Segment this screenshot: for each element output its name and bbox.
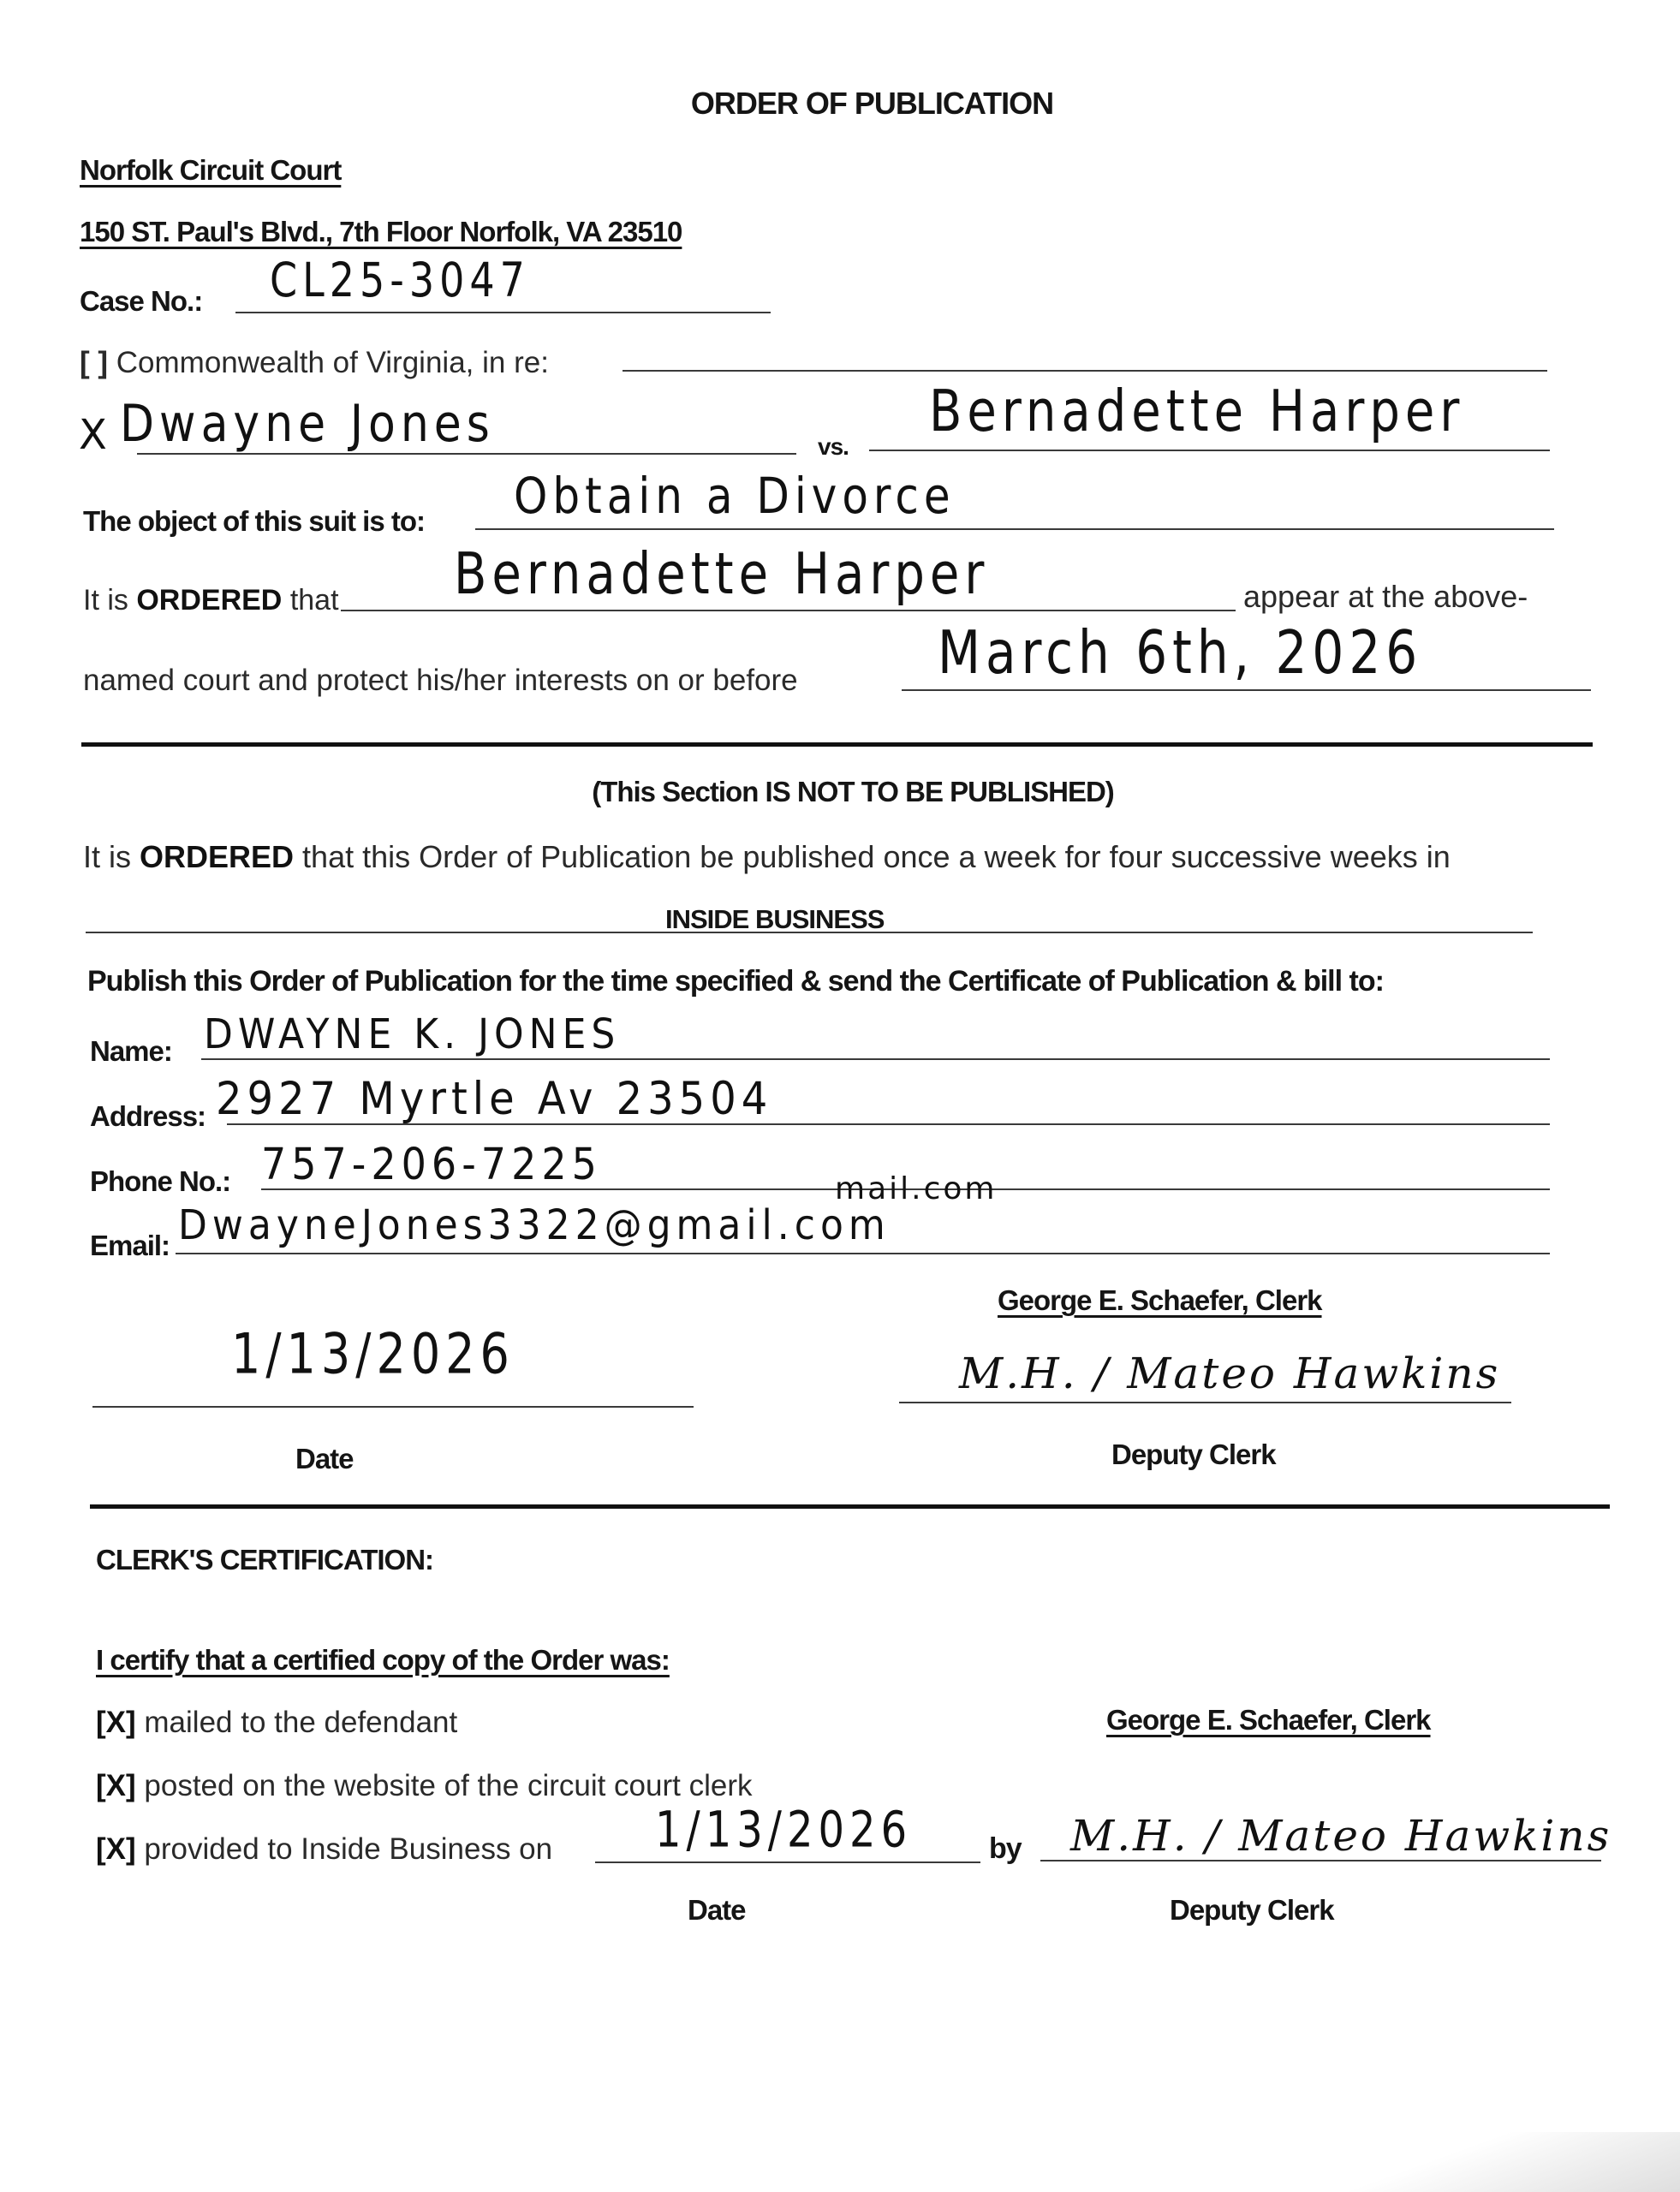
document-title-text: ORDER OF PUBLICATION (690, 86, 1054, 121)
provided-date-line (595, 1861, 980, 1863)
certification-statement: I certify that a certified copy of the Order was: (96, 1644, 670, 1676)
plaintiff-checkbox-mark[interactable]: X (79, 411, 112, 459)
billing-address-value[interactable]: 2927 Myrtle Av 23504 (216, 1072, 773, 1125)
billing-email-text: DwayneJones3322@gmail.com (178, 1200, 891, 1249)
by-label: by (989, 1832, 1022, 1865)
case-number-label: Case No.: (80, 285, 203, 317)
deadline-value[interactable]: March 6th, 2026 (938, 617, 1423, 688)
cert-checkbox-provided[interactable]: [X] (96, 1832, 136, 1866)
object-label: The object of this suit is to: (83, 505, 425, 537)
scan-shadow (1286, 2132, 1680, 2192)
cert-item-provided-label: provided to Inside Business on (144, 1832, 553, 1866)
ordered-party[interactable]: Bernadette Harper (454, 541, 990, 608)
cert-item-provided (96, 1832, 552, 1867)
billing-email-line (176, 1253, 1550, 1254)
section-divider-2 (90, 1504, 1610, 1509)
object-line (475, 528, 1554, 530)
court-address: 150 ST. Paul's Blvd., 7th Floor Norfolk, VA 23510 (80, 216, 682, 247)
vs-label: vs. (818, 433, 849, 460)
ordered-prefix (83, 584, 339, 617)
billing-email-label: Email: (90, 1230, 170, 1261)
ordered-prefix-text: It is (83, 584, 137, 616)
cert-item-mailed (96, 1706, 457, 1740)
ordered-tail: appear at the above- (1243, 579, 1528, 614)
ordered-bold: ORDERED (136, 584, 283, 616)
defendant-name[interactable]: Bernadette Harper (929, 378, 1465, 445)
deputy-signature-2[interactable]: M.H. / Mateo Hawkins (1070, 1811, 1612, 1861)
pub-order-bold: ORDERED (140, 839, 295, 874)
billing-phone-value[interactable]: 757-206-7225 (261, 1138, 602, 1189)
date-label-2: Date (688, 1894, 746, 1926)
billing-phone-label: Phone No.: (90, 1165, 231, 1197)
commonwealth-row (80, 346, 549, 380)
billing-address-label: Address: (90, 1100, 206, 1132)
cert-item-posted (96, 1769, 753, 1803)
case-number-line (235, 312, 771, 313)
billing-email-value[interactable] (178, 1201, 891, 1249)
cert-item-mailed-label: mailed to the defendant (144, 1706, 458, 1739)
cert-checkbox-posted[interactable]: [X] (96, 1769, 136, 1802)
provided-date-value[interactable]: 1/13/2026 (655, 1801, 913, 1859)
billing-name-line (201, 1058, 1550, 1060)
pub-order-prefix: It is (83, 839, 140, 874)
billing-instruction: Publish this Order of Publication for the time specified & send the Certificate of Publication & bill to: (87, 965, 1384, 998)
cert-checkbox-mailed[interactable]: [X] (96, 1706, 136, 1739)
commonwealth-checkbox[interactable]: [ ] (80, 346, 109, 379)
pub-order-suffix: that this Order of Publication be published once a week for four successive weeks in (294, 839, 1451, 874)
billing-name-label: Name: (90, 1035, 172, 1067)
certification-heading: CLERK'S CERTIFICATION: (96, 1544, 434, 1576)
billing-email-correction: mail.com (835, 1171, 998, 1206)
date-value-1[interactable]: 1/13/2026 (231, 1321, 515, 1386)
deputy-signature-1[interactable]: M.H. / Mateo Hawkins (959, 1349, 1501, 1398)
deputy-label-1: Deputy Clerk (1111, 1438, 1276, 1470)
ordered-line2: named court and protect his/her interests on or before (83, 664, 798, 697)
publication-name: INSIDE BUSINESS (665, 904, 885, 934)
billing-name-value[interactable]: DWAYNE K. JONES (204, 1010, 621, 1058)
date-label-1: Date (295, 1443, 354, 1474)
section-divider-1 (81, 742, 1593, 747)
signature-line-1 (899, 1402, 1511, 1403)
object-value[interactable]: Obtain a Divorce (514, 468, 956, 525)
case-number-value[interactable]: CL25-3047 (270, 252, 530, 307)
not-published-notice: (This Section IS NOT TO BE PUBLISHED) (592, 776, 1114, 807)
plaintiff-name[interactable]: Dwayne Jones (120, 395, 495, 454)
publication-order-text (83, 839, 1451, 875)
commonwealth-label: Commonwealth of Virginia, in re: (116, 346, 549, 379)
defendant-line (869, 450, 1550, 451)
cert-item-posted-label: posted on the website of the circuit court clerk (144, 1769, 753, 1802)
document-title (0, 86, 1680, 122)
court-name: Norfolk Circuit Court (80, 154, 342, 186)
deadline-line (902, 689, 1591, 691)
deputy-label-2: Deputy Clerk (1170, 1894, 1334, 1926)
date-line-1 (92, 1406, 694, 1408)
ordered-suffix: that (282, 584, 339, 616)
ordered-party-line (341, 610, 1236, 611)
clerk-name-2: George E. Schaefer, Clerk (1106, 1704, 1431, 1736)
commonwealth-line (623, 370, 1547, 372)
clerk-name-1: George E. Schaefer, Clerk (998, 1284, 1322, 1316)
